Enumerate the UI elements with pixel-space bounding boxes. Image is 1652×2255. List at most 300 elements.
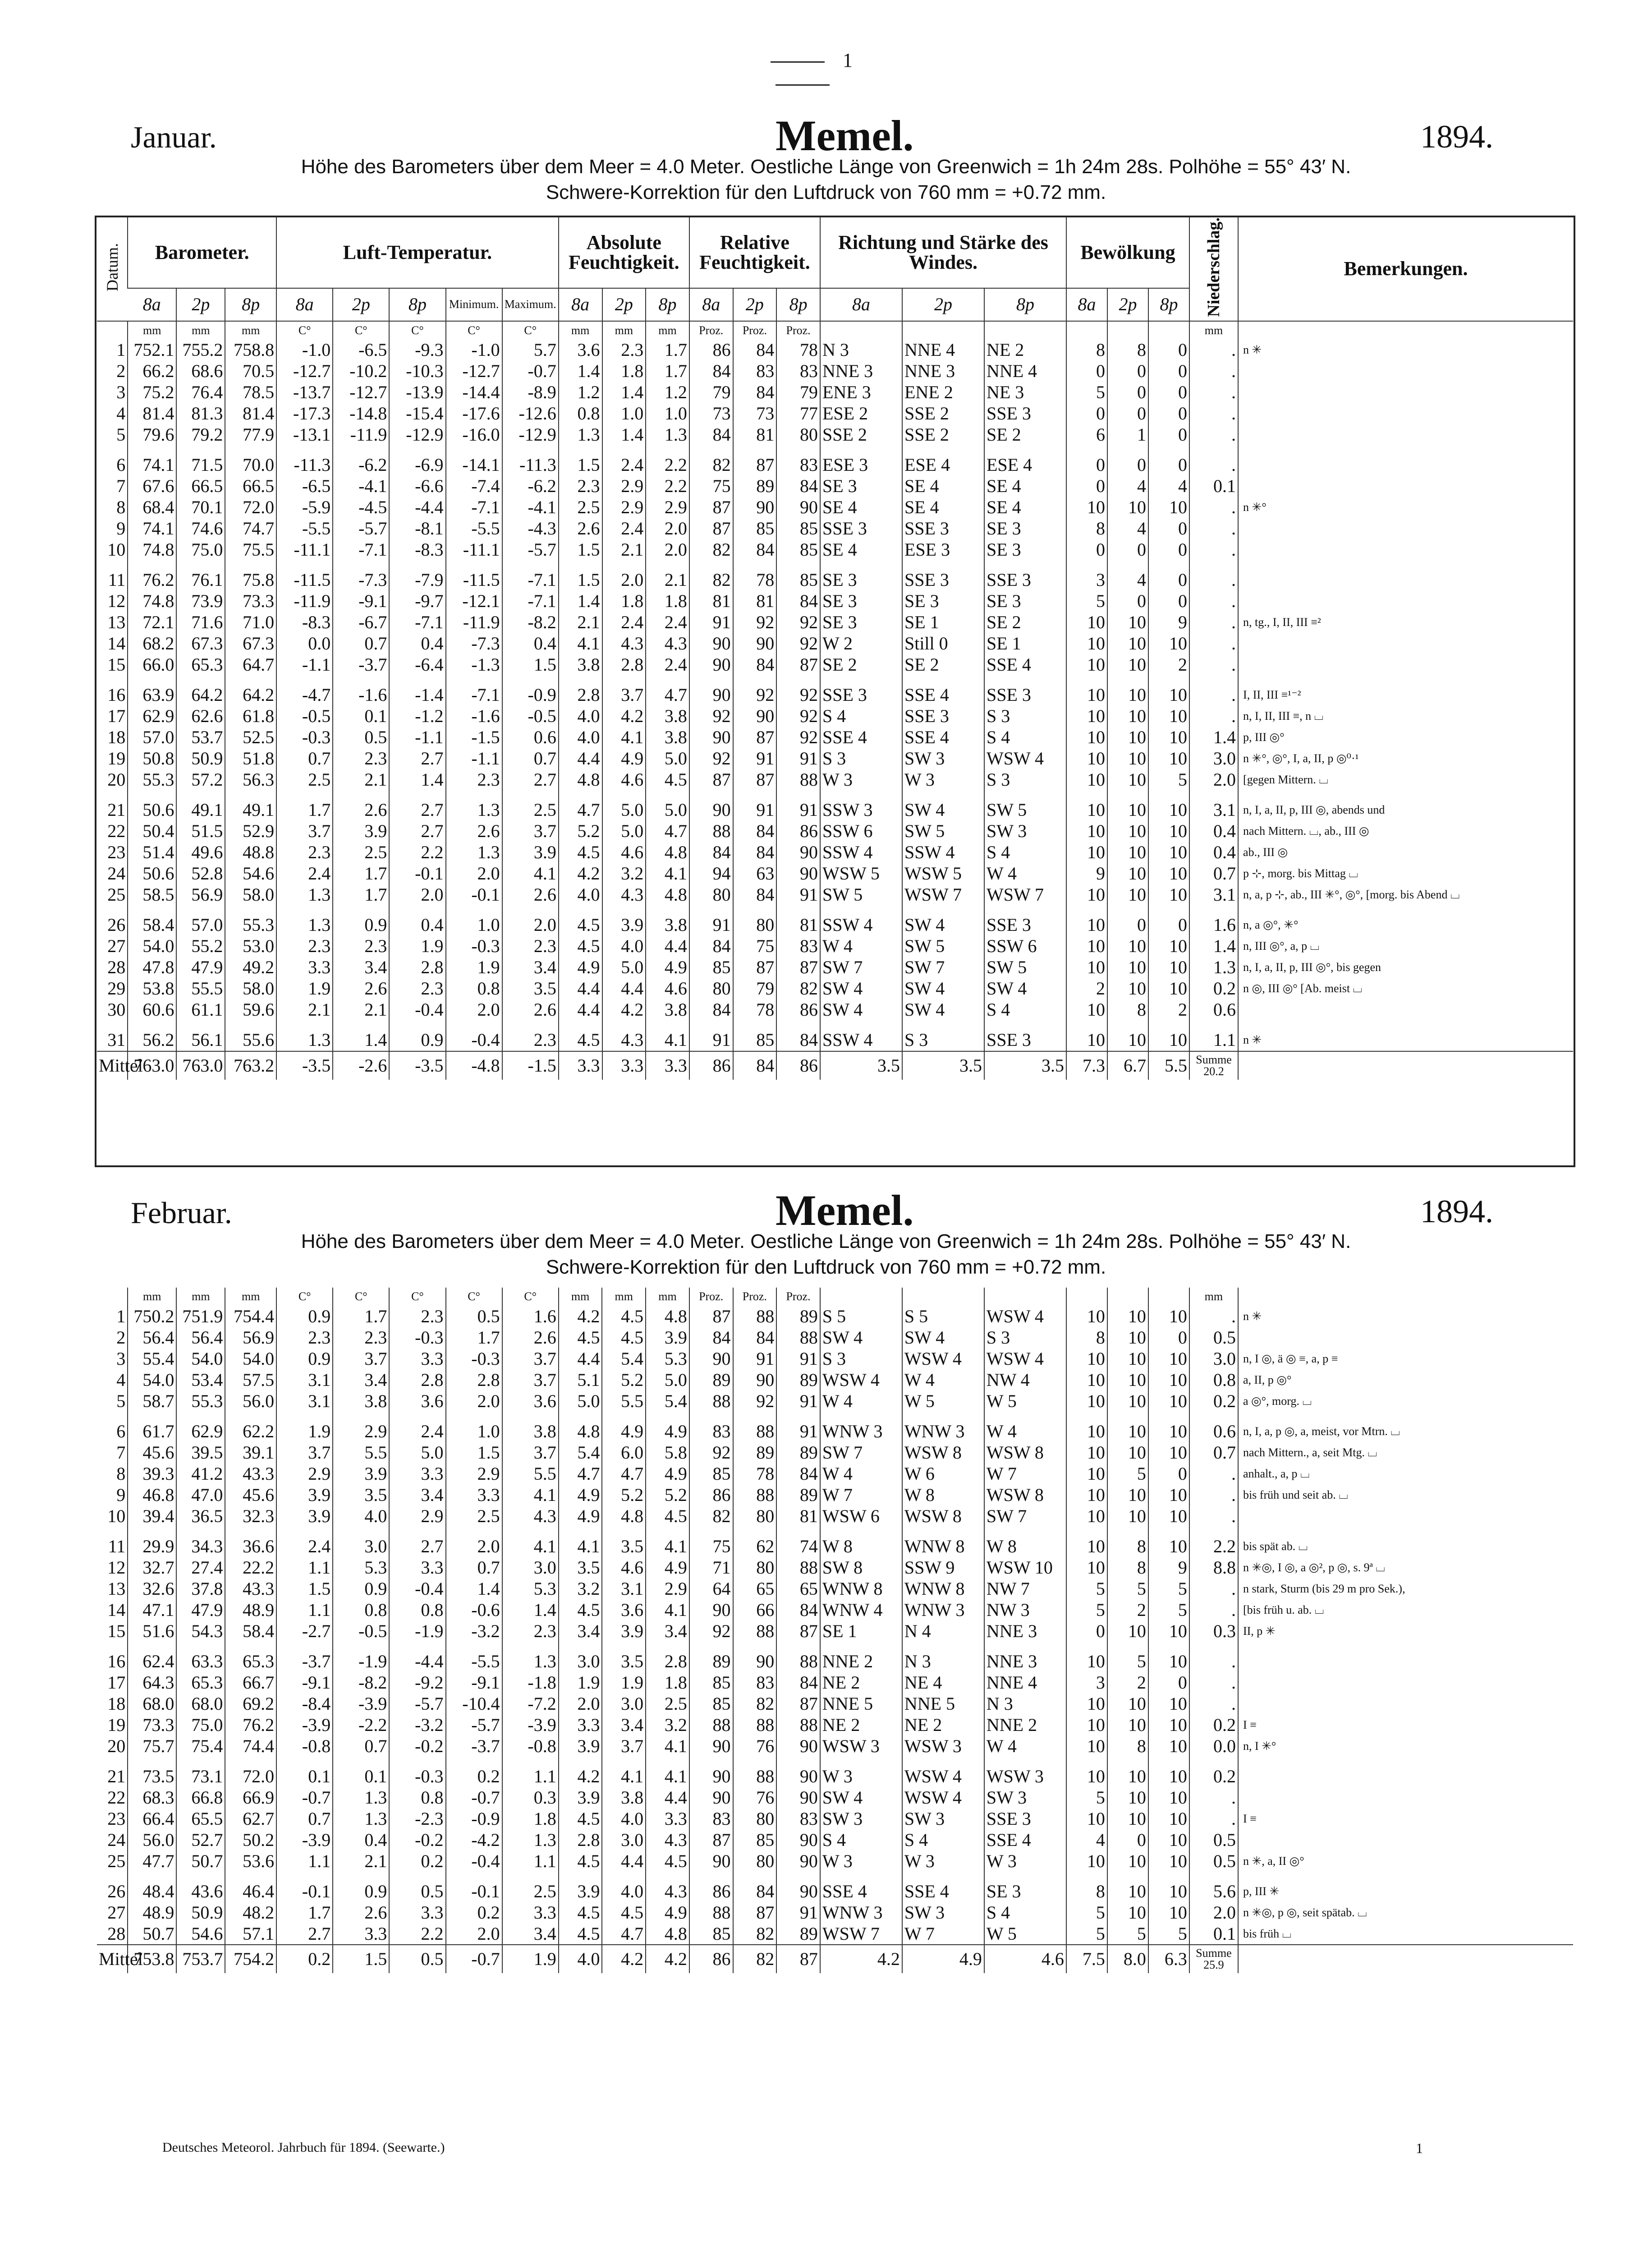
table-cell: 87 xyxy=(776,654,820,685)
table-cell: 10 xyxy=(1107,1030,1148,1051)
table-cell: -6.9 xyxy=(389,455,445,476)
table-cell: 74 xyxy=(776,1536,820,1557)
table-cell: 2.6 xyxy=(333,800,389,821)
mean-cell: 763.2 xyxy=(225,1051,276,1080)
table-cell: 2.0 xyxy=(446,1390,502,1421)
table-cell: SW 7 xyxy=(984,1505,1066,1536)
table-row xyxy=(97,1714,1573,1735)
table-cell: -9.1 xyxy=(333,591,389,612)
table-cell: 13 xyxy=(107,1578,126,1599)
table-cell: 3.7 xyxy=(602,685,646,706)
table-cell: 1.3 xyxy=(559,424,602,455)
table-cell: 4.2 xyxy=(559,1766,602,1787)
table-cell: SE 3 xyxy=(984,539,1066,570)
table-cell: 10 xyxy=(1148,1348,1189,1369)
table-cell: 50.7 xyxy=(128,1923,176,1945)
table-cell: 3.7 xyxy=(502,1348,559,1369)
table-cell: 73 xyxy=(689,403,733,424)
table-cell: n stark, Sturm (bis 29 m pro Sek.), xyxy=(1238,1578,1573,1599)
table-cell: . xyxy=(1189,1651,1238,1672)
temp-min-header: Minimum. xyxy=(446,288,502,321)
table-cell: 2.2 xyxy=(389,842,445,863)
table-cell: 3.3 xyxy=(502,1902,559,1923)
table-cell: 0 xyxy=(1066,476,1107,497)
table-cell: 2.6 xyxy=(333,1902,389,1923)
table-cell: -2.7 xyxy=(276,1620,333,1651)
table-cell: 10 xyxy=(1148,706,1189,727)
table-cell: 55.6 xyxy=(225,1030,276,1051)
table-row xyxy=(97,1829,1573,1850)
table-cell: nach Mittern., a, seit Mtg. ⌴ xyxy=(1238,1442,1573,1463)
table-cell: 2.0 xyxy=(559,1693,602,1714)
table-cell: 4.8 xyxy=(602,1505,646,1536)
table-cell: 4.1 xyxy=(646,1599,689,1620)
table-cell: 72.0 xyxy=(225,1766,276,1787)
table-cell: 4.7 xyxy=(559,1463,602,1484)
table-cell: 79 xyxy=(733,978,777,999)
table-cell: 64.7 xyxy=(225,654,276,685)
table-cell: W 7 xyxy=(820,1484,902,1505)
table-cell: SW 3 xyxy=(984,1787,1066,1808)
table-cell: 2.0 xyxy=(602,570,646,591)
table-cell: 83 xyxy=(776,455,820,476)
table-cell: 10 xyxy=(1066,1421,1107,1442)
table-cell: 4.1 xyxy=(602,1766,646,1787)
table-cell: 2.7 xyxy=(389,1536,445,1557)
table-cell: 47.9 xyxy=(176,1599,225,1620)
table-cell: 1.3 xyxy=(276,1030,333,1051)
table-cell: -3.2 xyxy=(446,1620,502,1651)
table-cell: 71.0 xyxy=(225,612,276,633)
table-cell: 0.4 xyxy=(502,633,559,654)
table-cell: 0.9 xyxy=(276,1306,333,1327)
table-cell: 4.4 xyxy=(559,748,602,769)
table-cell: 2.4 xyxy=(389,1421,445,1442)
table-cell: 4.9 xyxy=(602,748,646,769)
table-cell: SSW 4 xyxy=(820,915,902,936)
table-cell: -0.1 xyxy=(446,1881,502,1902)
table-cell: 2.6 xyxy=(502,884,559,915)
table-cell: 0 xyxy=(1066,455,1107,476)
table-cell: -3.7 xyxy=(276,1651,333,1672)
table-cell: 3.1 xyxy=(1189,884,1238,915)
table-cell: 68.6 xyxy=(176,361,225,382)
table-cell: 84 xyxy=(776,1599,820,1620)
table-cell: 90 xyxy=(689,1850,733,1881)
table-cell: 90 xyxy=(776,1850,820,1881)
table-cell: 2.9 xyxy=(646,497,689,518)
table-cell: SSE 4 xyxy=(902,685,984,706)
unit-cell xyxy=(1238,321,1573,340)
table-cell: 4.8 xyxy=(646,1306,689,1327)
table-cell: 92 xyxy=(689,748,733,769)
table-cell: 88 xyxy=(689,821,733,842)
table-cell: 90 xyxy=(733,497,777,518)
table-cell: WSW 3 xyxy=(902,1735,984,1766)
table-cell: -6.5 xyxy=(333,340,389,361)
table-cell: 92 xyxy=(689,1442,733,1463)
table-cell: 3.0 xyxy=(559,1651,602,1672)
table-cell: 3.1 xyxy=(276,1390,333,1421)
table-cell: 91 xyxy=(689,1030,733,1051)
table-cell: S 4 xyxy=(902,1829,984,1850)
table-cell: 4.4 xyxy=(559,999,602,1030)
table-cell: 81.4 xyxy=(128,403,176,424)
table-row xyxy=(97,915,1573,936)
table-cell: 73 xyxy=(733,403,777,424)
table-cell: 3.7 xyxy=(602,1735,646,1766)
table-cell: 3.2 xyxy=(602,863,646,884)
table-cell: 0.1 xyxy=(333,1766,389,1787)
table-cell: -0.8 xyxy=(276,1735,333,1766)
table-cell: SW 4 xyxy=(902,999,984,1030)
unit-cell: Proz. xyxy=(733,1288,777,1306)
table-cell: 43.3 xyxy=(225,1578,276,1599)
table-cell xyxy=(1238,403,1573,424)
table-cell: 22.2 xyxy=(225,1557,276,1578)
table-cell: SE 2 xyxy=(984,612,1066,633)
table-cell: 2.5 xyxy=(502,800,559,821)
table-cell: SE 3 xyxy=(984,591,1066,612)
table-cell: 84 xyxy=(733,884,777,915)
table-cell: -11.3 xyxy=(276,455,333,476)
table-cell xyxy=(1238,1651,1573,1672)
table-cell: 29.9 xyxy=(128,1536,176,1557)
table-cell: 29 xyxy=(107,978,126,999)
table-cell: 87 xyxy=(733,769,777,800)
table-cell: 8 xyxy=(1107,340,1148,361)
table-cell: 4.0 xyxy=(559,727,602,748)
table-cell: 0 xyxy=(1148,361,1189,382)
table-cell: 4.0 xyxy=(333,1505,389,1536)
table-cell: -12.9 xyxy=(502,424,559,455)
table-cell: 72.1 xyxy=(128,612,176,633)
table-cell: WSW 7 xyxy=(902,884,984,915)
table-cell: 91 xyxy=(689,612,733,633)
table-cell: 0 xyxy=(1107,403,1148,424)
table-cell: 68.3 xyxy=(128,1787,176,1808)
table-cell: 755.2 xyxy=(176,340,225,361)
table-cell: 10 xyxy=(1066,1693,1107,1714)
table-cell: 2.2 xyxy=(646,476,689,497)
table-cell: 1.1 xyxy=(502,1766,559,1787)
table-cell: 9 xyxy=(116,518,126,539)
table-cell: 0.2 xyxy=(1189,1714,1238,1735)
table-cell: W 8 xyxy=(902,1484,984,1505)
table-cell: 87 xyxy=(733,455,777,476)
table-cell: . xyxy=(1189,539,1238,570)
table-cell: p ⊹, morg. bis Mittag ⌴ xyxy=(1238,863,1573,884)
table-cell: 2.7 xyxy=(389,821,445,842)
table-cell: 3.6 xyxy=(559,340,602,361)
table-cell: 56.3 xyxy=(225,769,276,800)
table-cell: 5 xyxy=(1148,1599,1189,1620)
table-cell: -1.9 xyxy=(333,1651,389,1672)
page-number: 1 xyxy=(712,49,893,95)
table-cell: 84 xyxy=(733,654,777,685)
table-row xyxy=(97,769,1573,800)
table-cell: SSE 4 xyxy=(902,727,984,748)
table-cell: 4.1 xyxy=(502,1484,559,1505)
table-cell: 2.8 xyxy=(446,1369,502,1390)
table-cell: 0 xyxy=(1148,424,1189,455)
table-cell: 10 xyxy=(1066,1030,1107,1051)
table-cell: SE 3 xyxy=(902,591,984,612)
table-cell: 2.3 xyxy=(333,1327,389,1348)
mean-cell: 4.6 xyxy=(984,1945,1066,1973)
table-row xyxy=(97,1808,1573,1829)
table-cell: -14.1 xyxy=(446,455,502,476)
table-cell: 10 xyxy=(1107,863,1148,884)
table-cell: 84 xyxy=(776,591,820,612)
table-cell: SW 4 xyxy=(902,978,984,999)
table-cell: 56.9 xyxy=(176,884,225,915)
mean-cell: 86 xyxy=(689,1945,733,1973)
table-cell: 21 xyxy=(107,1766,126,1786)
station-info-2: Höhe des Barometers über dem Meer = 4.0 Meter. Oestliche Länge von Greenwich = 1h 24m 28s. Polhöhe = 55° 43′ N. xyxy=(301,1230,1351,1252)
table-cell: 0.8 xyxy=(389,1599,445,1620)
table-cell: 2.0 xyxy=(646,518,689,539)
table-cell: 10 xyxy=(1107,936,1148,957)
table-cell: 5 xyxy=(1066,1578,1107,1599)
table-cell: 81 xyxy=(733,591,777,612)
table-cell: WSW 6 xyxy=(820,1505,902,1536)
table-cell: 54.3 xyxy=(176,1620,225,1651)
table-cell: -12.7 xyxy=(446,361,502,382)
table-cell: 50.7 xyxy=(176,1850,225,1881)
table-cell: W 3 xyxy=(820,1850,902,1881)
table-cell: 4.1 xyxy=(646,1536,689,1557)
table-cell: 79 xyxy=(689,382,733,403)
table-cell: -4.1 xyxy=(502,497,559,518)
table-cell: 70.0 xyxy=(225,455,276,476)
table-cell: 34.3 xyxy=(176,1536,225,1557)
table-cell: WSW 8 xyxy=(984,1484,1066,1505)
table-cell: 84 xyxy=(733,1327,777,1348)
table-cell: 11 xyxy=(108,570,126,590)
table-cell: 87 xyxy=(776,1693,820,1714)
table-cell: 10 xyxy=(1066,1442,1107,1463)
table-cell: 48.9 xyxy=(225,1599,276,1620)
table-cell: 10 xyxy=(1066,1714,1107,1735)
table-cell: SSW 4 xyxy=(820,1030,902,1051)
table-cell: 2.6 xyxy=(502,1327,559,1348)
table-cell: 4.3 xyxy=(602,1030,646,1051)
table-cell: 4.4 xyxy=(602,978,646,999)
table-cell: n, I, II, III ≡, n ⌴ xyxy=(1238,706,1573,727)
table-cell: SSE 4 xyxy=(820,727,902,748)
table-cell: 2.3 xyxy=(502,1030,559,1051)
table-cell: NE 3 xyxy=(984,382,1066,403)
table-cell: 73.9 xyxy=(176,591,225,612)
table-cell: 0 xyxy=(1107,539,1148,570)
table-cell: 81 xyxy=(776,915,820,936)
mean-cell xyxy=(1238,1051,1573,1080)
table-cell: 47.0 xyxy=(176,1484,225,1505)
table-cell: . xyxy=(1189,382,1238,403)
unit-cell: mm xyxy=(176,1288,225,1306)
table-cell: 3.1 xyxy=(276,1369,333,1390)
table-cell: -11.1 xyxy=(276,539,333,570)
table-cell: S 3 xyxy=(984,706,1066,727)
unit-cell: C° xyxy=(276,1288,333,1306)
table-cell: 2.6 xyxy=(559,518,602,539)
table-cell: 67.3 xyxy=(225,633,276,654)
table-cell: 2.4 xyxy=(276,863,333,884)
table-cell: 1.0 xyxy=(446,915,502,936)
table-cell: 74.1 xyxy=(128,455,176,476)
table-cell: 74.8 xyxy=(128,591,176,612)
table-cell: 3.3 xyxy=(389,1463,445,1484)
table-cell: 2.8 xyxy=(646,1651,689,1672)
table-cell: -11.3 xyxy=(502,455,559,476)
table-cell: 10 xyxy=(1148,1902,1189,1923)
table-cell: S 4 xyxy=(984,999,1066,1030)
table-cell: -3.9 xyxy=(276,1714,333,1735)
table-cell: -8.1 xyxy=(389,518,445,539)
table-cell: 32.6 xyxy=(128,1578,176,1599)
table-cell: 82 xyxy=(733,1693,777,1714)
unit-cell: mm xyxy=(559,1288,602,1306)
unit-cell: C° xyxy=(276,321,333,340)
table-cell: 51.8 xyxy=(225,748,276,769)
table-cell: 71 xyxy=(689,1557,733,1578)
table-cell: 5 xyxy=(1107,1923,1148,1945)
table-cell: 26 xyxy=(107,915,126,935)
unit-cell xyxy=(1148,1288,1189,1306)
table-cell: -6.5 xyxy=(276,476,333,497)
table-cell: 3.4 xyxy=(389,1484,445,1505)
table-cell: -9.2 xyxy=(389,1672,445,1693)
table-cell: 4.9 xyxy=(559,1505,602,1536)
table-cell: 84 xyxy=(689,936,733,957)
table-cell: 10 xyxy=(1107,800,1148,821)
table-cell: 10 xyxy=(1148,1808,1189,1829)
table-cell: 0 xyxy=(1148,455,1189,476)
table-cell: 4.5 xyxy=(559,936,602,957)
table-cell: NNE 5 xyxy=(902,1693,984,1714)
table-cell: SSE 3 xyxy=(984,915,1066,936)
table-cell: 5.3 xyxy=(502,1578,559,1599)
table-row xyxy=(97,842,1573,863)
table-cell: 0.9 xyxy=(389,1030,445,1051)
table-cell: 86 xyxy=(689,1881,733,1902)
mean-cell: 3.3 xyxy=(559,1051,602,1080)
table-cell: SSE 4 xyxy=(984,654,1066,685)
table-cell: -8.2 xyxy=(502,612,559,633)
table-cell: SE 2 xyxy=(820,654,902,685)
table-cell: n, I, a, II, p, III ◎°, bis gegen xyxy=(1238,957,1573,978)
table-cell: 4.9 xyxy=(559,957,602,978)
table-cell: 1.3 xyxy=(446,842,502,863)
wind-hour-2: 8p xyxy=(984,288,1066,321)
table-cell: 1.9 xyxy=(559,1672,602,1693)
table-row xyxy=(97,1421,1573,1442)
table-cell: 85 xyxy=(733,518,777,539)
table-cell: 92 xyxy=(776,633,820,654)
table-cell: 87 xyxy=(689,497,733,518)
table-cell xyxy=(1238,518,1573,539)
table-cell: 10 xyxy=(1066,769,1107,800)
table-cell: -2.3 xyxy=(389,1808,445,1829)
table-cell: S 4 xyxy=(820,1829,902,1850)
table-cell: 84 xyxy=(733,1881,777,1902)
table-cell: -7.4 xyxy=(446,476,502,497)
unit-cell: mm xyxy=(128,1288,176,1306)
table-cell xyxy=(1238,570,1573,591)
table-cell: 3.5 xyxy=(602,1651,646,1672)
table-cell xyxy=(1238,1693,1573,1714)
table-cell: 14 xyxy=(107,633,126,654)
table-cell: 68.0 xyxy=(128,1693,176,1714)
table-cell: 88 xyxy=(776,1557,820,1578)
table-cell: -5.9 xyxy=(276,497,333,518)
table-cell: 4.1 xyxy=(502,1536,559,1557)
table-cell: 85 xyxy=(689,957,733,978)
table-cell: bis früh ⌴ xyxy=(1238,1923,1573,1945)
table-cell: 47.7 xyxy=(128,1850,176,1881)
table-cell: 10 xyxy=(1066,1808,1107,1829)
table-cell: 4.6 xyxy=(602,842,646,863)
table-cell: 4.5 xyxy=(602,1306,646,1327)
table-cell: . xyxy=(1189,1599,1238,1620)
table-cell: 2.1 xyxy=(333,999,389,1030)
table-cell: 3.9 xyxy=(602,915,646,936)
place-title-1: Memel. xyxy=(776,111,914,160)
mean-cell: -0.7 xyxy=(446,1945,502,1973)
table-cell: 752.1 xyxy=(128,340,176,361)
table-cell: -1.5 xyxy=(446,727,502,748)
table-cell: 2.3 xyxy=(389,978,445,999)
table-cell: 27 xyxy=(107,1902,126,1923)
table-cell: 4 xyxy=(1107,570,1148,591)
table-cell: 62.9 xyxy=(128,706,176,727)
table-cell: 89 xyxy=(689,1369,733,1390)
table-cell: 0.7 xyxy=(333,633,389,654)
table-row xyxy=(97,1578,1573,1599)
table-cell: 2.5 xyxy=(276,769,333,800)
table-cell: -0.4 xyxy=(389,999,445,1030)
unit-cell: C° xyxy=(333,321,389,340)
table-cell: -4.3 xyxy=(502,518,559,539)
table-cell: -1.8 xyxy=(502,1672,559,1693)
table-cell: NW 3 xyxy=(984,1599,1066,1620)
unit-cell xyxy=(1107,321,1148,340)
table-cell: 53.6 xyxy=(225,1850,276,1881)
table-cell: 65.3 xyxy=(225,1651,276,1672)
table-cell: -12.9 xyxy=(389,424,445,455)
mean-cell: 86 xyxy=(776,1051,820,1080)
unit-cell: C° xyxy=(389,321,445,340)
mean-cell: 7.5 xyxy=(1066,1945,1107,1973)
table-cell: 53.0 xyxy=(225,936,276,957)
table-cell: 90 xyxy=(776,1766,820,1787)
table-row xyxy=(97,936,1573,957)
table-cell: 1.7 xyxy=(276,800,333,821)
table-cell: W 4 xyxy=(902,1369,984,1390)
table-cell: WNW 3 xyxy=(820,1902,902,1923)
table-cell: 0.6 xyxy=(502,727,559,748)
table-row xyxy=(97,863,1573,884)
table-cell: 10 xyxy=(1148,1442,1189,1463)
table-cell: WSW 4 xyxy=(984,1306,1066,1327)
table-cell: 3.1 xyxy=(602,1578,646,1599)
unit-cell: mm xyxy=(1189,1288,1238,1306)
table-cell: 92 xyxy=(733,612,777,633)
table-cell: -15.4 xyxy=(389,403,445,424)
table-cell: WSW 4 xyxy=(902,1766,984,1787)
table-cell: 10 xyxy=(1148,936,1189,957)
